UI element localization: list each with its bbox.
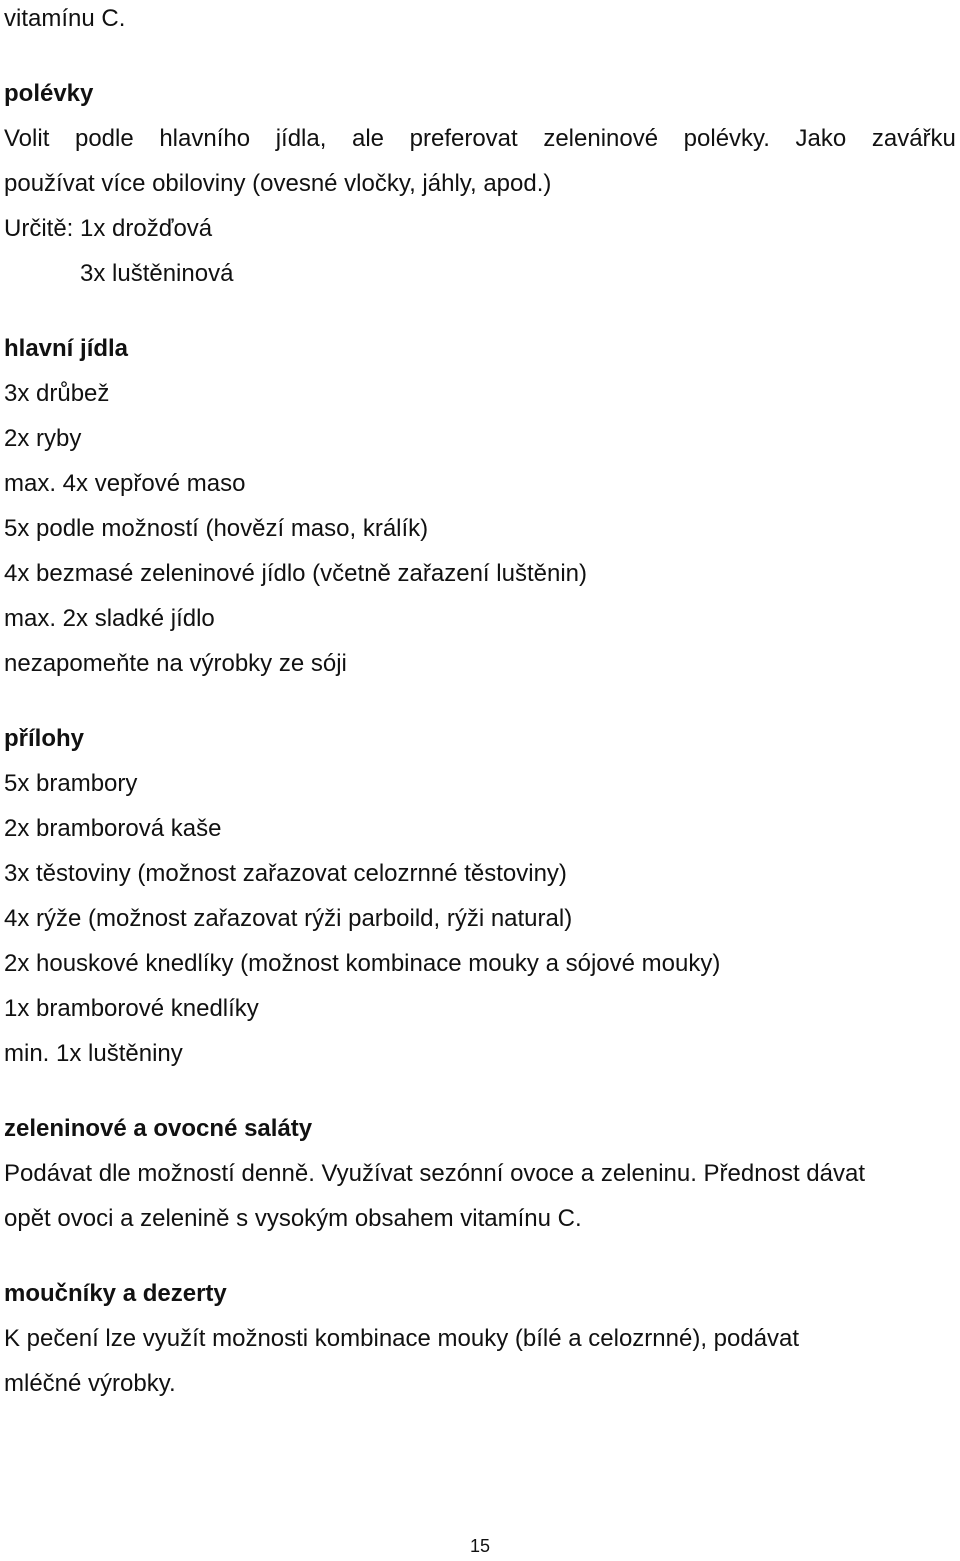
side-item: 3x těstoviny (možnost zařazovat celozrnné těstoviny) xyxy=(4,860,567,887)
salads-line-2: opět ovoci a zelenině s vysokým obsahem vitamínu C. xyxy=(4,1205,582,1232)
soups-heading: polévky xyxy=(4,80,94,107)
main-dishes-heading: hlavní jídla xyxy=(4,335,129,362)
soups-word: preferovat xyxy=(409,125,518,152)
document-page xyxy=(4,0,956,1406)
section-gap xyxy=(4,1241,956,1271)
main-dish-item: max. 2x sladké jídlo xyxy=(4,605,215,632)
soups-line-2: používat více obiloviny (ovesné vločky, jáhly, apod.) xyxy=(4,170,552,197)
main-dish-item: 3x drůbež xyxy=(4,380,110,407)
soups-word: hlavního xyxy=(159,125,251,152)
soups-must-item: 3x luštěninová xyxy=(80,260,234,287)
desserts-line-1: K pečení lze využít možnosti kombinace mouky (bílé a celozrnné), podávat xyxy=(4,1325,800,1352)
soups-word: zeleninové xyxy=(543,125,659,152)
side-item: 1x bramborové knedlíky xyxy=(4,995,259,1022)
main-dish-item: max. 4x vepřové maso xyxy=(4,470,246,497)
desserts-heading: moučníky a dezerty xyxy=(4,1280,227,1307)
soups-must-row xyxy=(4,206,956,251)
side-item: min. 1x luštěniny xyxy=(4,1040,183,1067)
soups-word: jídla, xyxy=(275,125,327,152)
side-item: 4x rýže (možnost zařazovat rýži parboild, rýži natural) xyxy=(4,905,573,932)
soups-word: ale xyxy=(352,125,385,152)
salads-line-1: Podávat dle možností denně. Využívat sezónní ovoce a zeleninu. Přednost dávat xyxy=(4,1160,865,1187)
soups-word: polévky. xyxy=(683,125,770,152)
main-dish-item: 2x ryby xyxy=(4,425,82,452)
soups-word: Volit xyxy=(4,125,50,152)
sides-heading: přílohy xyxy=(4,725,85,752)
section-gap xyxy=(4,41,956,71)
intro-tail: vitamínu C. xyxy=(4,5,126,32)
page-number: 15 xyxy=(469,1536,491,1556)
salads-heading: zeleninové a ovocné saláty xyxy=(4,1115,313,1142)
section-gap xyxy=(4,296,956,326)
desserts-line-2: mléčné výrobky. xyxy=(4,1370,176,1397)
section-gap xyxy=(4,1076,956,1106)
section-gap xyxy=(4,686,956,716)
soups-must-item: 1x drožďová xyxy=(80,215,213,242)
main-dish-item: 5x podle možností (hovězí maso, králík) xyxy=(4,515,429,542)
soups-line-1 xyxy=(4,116,956,161)
soups-must-label: Určitě: xyxy=(4,215,74,242)
main-dish-item: nezapomeňte na výrobky ze sóji xyxy=(4,650,347,677)
soups-word: zavářku xyxy=(871,125,956,152)
side-item: 5x brambory xyxy=(4,770,138,797)
main-dish-item: 4x bezmasé zeleninové jídlo (včetně zařazení luštěnin) xyxy=(4,560,587,587)
soups-word: Jako xyxy=(795,125,847,152)
side-item: 2x houskové knedlíky (možnost kombinace mouky a sójové mouky) xyxy=(4,950,721,977)
soups-word: podle xyxy=(74,125,134,152)
side-item: 2x bramborová kaše xyxy=(4,815,222,842)
